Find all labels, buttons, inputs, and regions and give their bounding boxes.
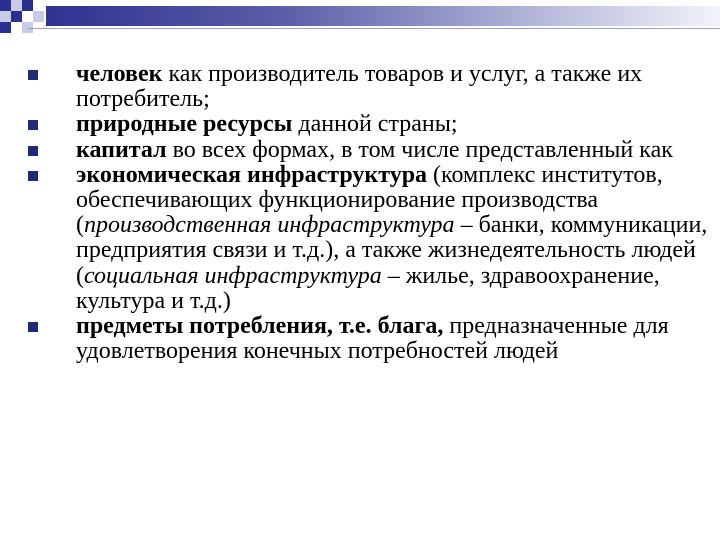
list-item (28, 112, 708, 137)
item-text: как производитель товаров и услуг, а также их потребитель; (76, 61, 643, 113)
item-text: предназначенные для удовлетворения конечных потребностей людей (76, 313, 669, 365)
header-decoration (0, 0, 720, 40)
decor-square (0, 11, 11, 22)
item-term: экономическая инфраструктура (76, 161, 428, 188)
item-text: данной страны; (292, 111, 458, 138)
square-bullet-icon (28, 322, 38, 332)
list-item (28, 314, 708, 364)
item-term: капитал (76, 136, 167, 163)
square-bullet-icon (28, 171, 38, 181)
header-divider (28, 28, 720, 29)
item-text: во всех формах, в том числе представленный как (166, 136, 673, 163)
item-italic-term: социальная инфраструктура (84, 262, 382, 289)
list-item (28, 62, 708, 112)
list-item (28, 138, 708, 163)
decor-square (0, 22, 11, 33)
item-term: человек (76, 61, 163, 87)
item-italic-term: производственная инфраструктура (84, 212, 455, 239)
decor-square (0, 0, 11, 11)
decor-square (11, 0, 22, 11)
decor-square (33, 11, 44, 22)
square-bullet-icon (28, 70, 38, 80)
item-text: – жилье, здравоохранение, культура и т.д.) (76, 262, 660, 314)
list-item (28, 163, 708, 314)
decor-square (11, 11, 22, 22)
item-text: (комплекс институтов, обеспечивающих функционирование производства ( (76, 161, 663, 239)
item-term: природные ресурсы (76, 111, 293, 138)
header-gradient-bar (46, 6, 720, 26)
bullet-list (28, 62, 708, 364)
square-bullet-icon (28, 146, 38, 156)
item-text: – банки, коммуникации, предприятия связи и т.д.), а также жизнедеятельность людей ( (76, 212, 708, 289)
decor-square (22, 0, 33, 11)
square-bullet-icon (28, 120, 38, 130)
item-term: предметы потребления, т.е. блага, (76, 313, 444, 340)
